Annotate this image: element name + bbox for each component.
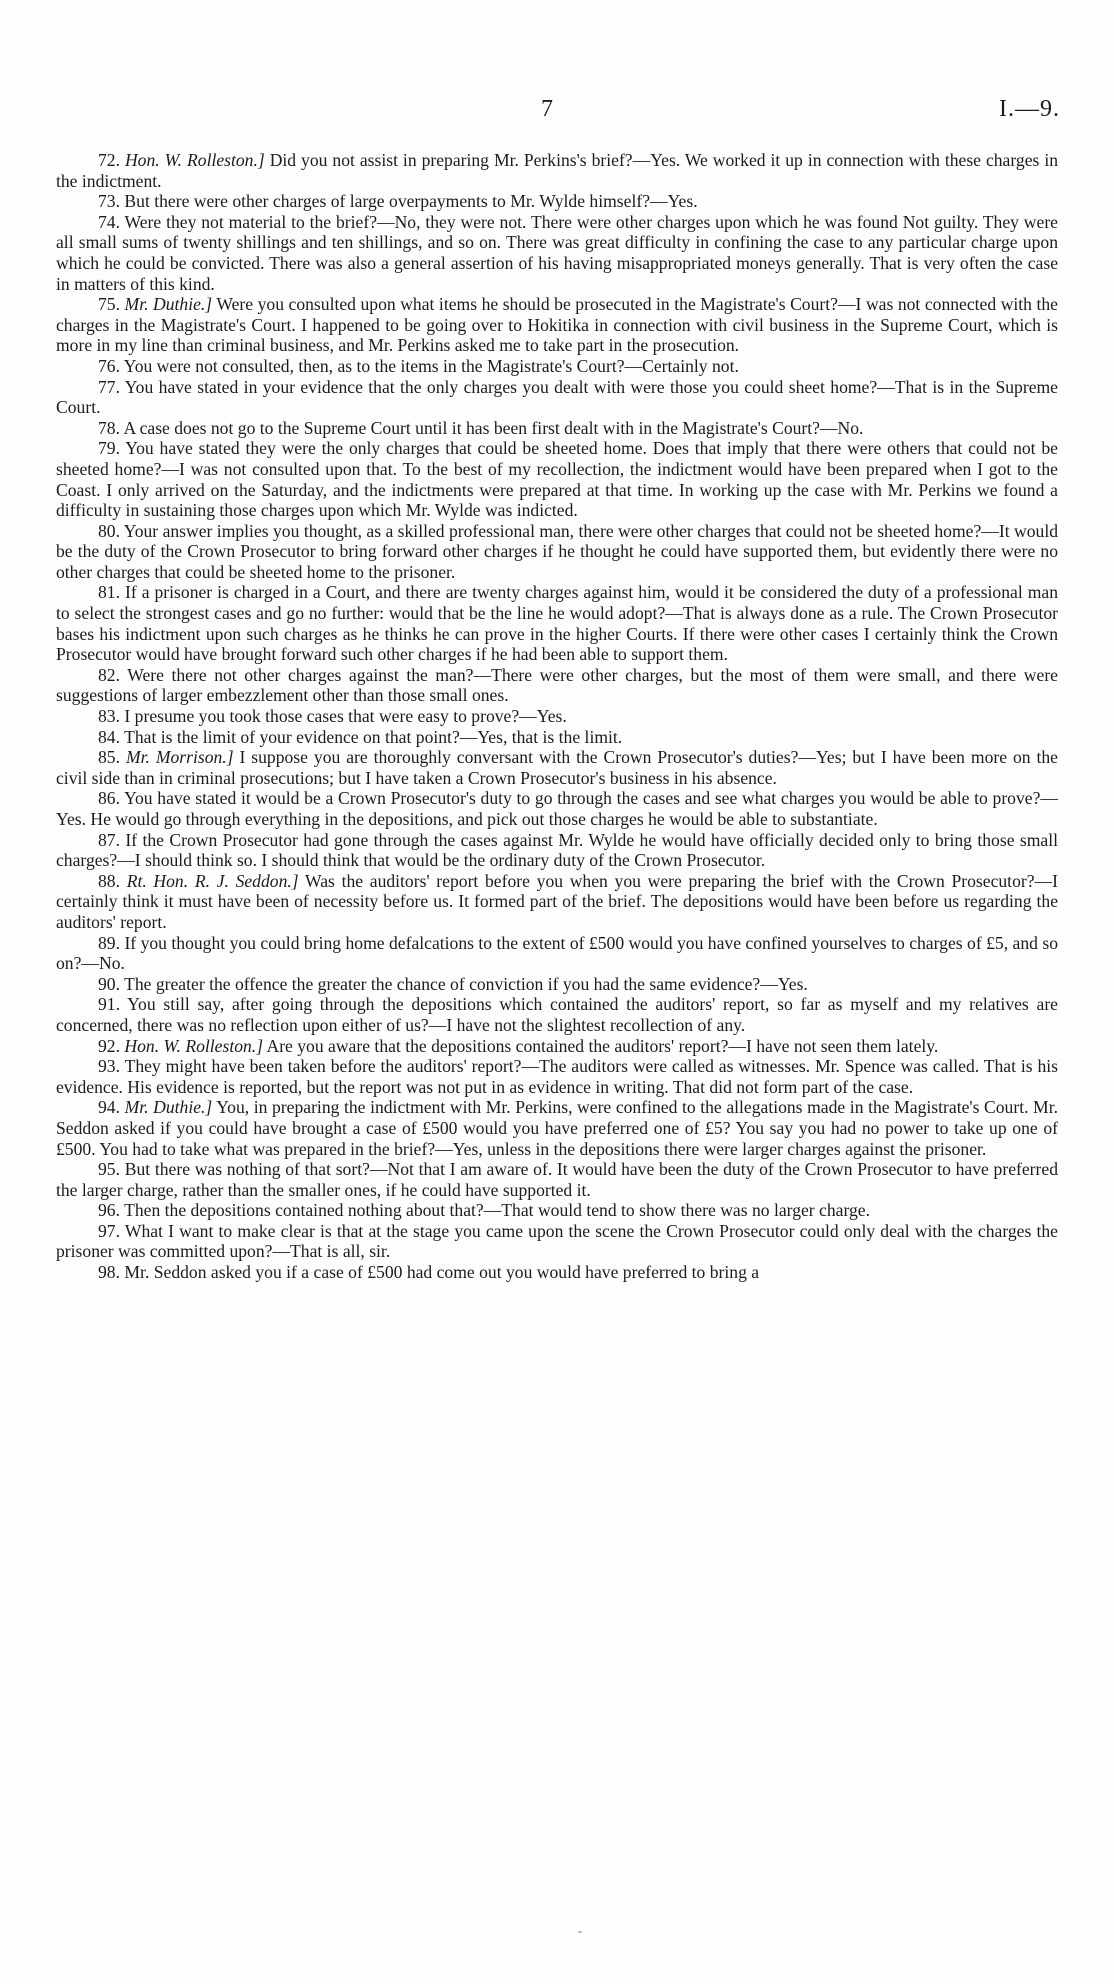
paragraph-text: You still say, after going through the depositions which contained the auditors' report, so far as myself and my relatives are concerned, there was no reflection upon either of us?—I have not the slightest recollection of any. [56, 994, 1058, 1035]
qa-paragraph [56, 1056, 1058, 1097]
qa-paragraph [56, 521, 1058, 583]
qa-paragraph [56, 356, 1058, 377]
qa-paragraph [56, 933, 1058, 974]
qa-paragraph [56, 788, 1058, 829]
qa-paragraph [56, 871, 1058, 933]
paragraph-text: Your answer implies you thought, as a skilled professional man, there were other charges that could not be sheeted home?—It would be the duty of the Crown Prosecutor to bring forward other charges if he thought he could have supported them, but evidently there were no other charges that could be sheeted home to the prisoner. [56, 520, 1058, 582]
speaker-name: Hon. W. Rolleston.] [124, 1035, 264, 1056]
question-number: 79. [98, 438, 120, 459]
qa-paragraph [56, 727, 1058, 748]
paragraph-text: What I want to make clear is that at the stage you came upon the scene the Crown Prosecutor could only deal with the charges the prisoner was committed upon?—That is all, sir. [56, 1220, 1058, 1262]
paragraph-text: You have stated they were the only charges that could be sheeted home. Does that imply that there were others that could not be sheeted home?—I was not consulted upon that. To the best of my recollection, the indictment would have been prepared when I got to the Coast. I only arrived on the Saturday, and the indictments were prepared at that time. In working up the case with Mr. Perkins we found a difficulty in sustaining those charges upon which Mr. Wylde was indicted. [56, 438, 1058, 521]
paragraph-text: Did you not assist in preparing Mr. Perkins's brief?—Yes. We worked it up in connection with these charges in the indictment. [56, 150, 1059, 191]
question-number: 90. [98, 973, 120, 994]
paragraph-text: Were you consulted upon what items he should be prosecuted in the Magistrate's Court?—I was not connected with the charges in the Magistrate's Court. I happened to be going over to Hokitika in connection with civil business in the Supreme Court, which is more in my line than criminal business, and Mr. Perkins asked me to take part in the prosecution. [56, 294, 1058, 356]
question-number: 88. [98, 870, 120, 891]
qa-paragraph [56, 1036, 1058, 1057]
qa-paragraph [56, 1200, 1058, 1221]
paragraph-text: They might have been taken before the auditors' report?—The auditors were called as witnesses. Mr. Spence was called. That is his evidence. His evidence is reported, but the report was not put in as evidence in writing. That did not form part of the case. [56, 1056, 1058, 1097]
question-number: 75. [98, 294, 120, 315]
paragraph-text: But there was nothing of that sort?—Not that I am aware of. It would have been the duty of the Crown Prosecutor to have preferred the larger charge, rather than the smaller ones, if he could have supported it. [56, 1159, 1058, 1200]
question-number: 91. [98, 994, 120, 1015]
question-number: 84. [98, 726, 120, 747]
speaker-name: Mr. Duthie.] [124, 1097, 213, 1118]
paragraph-text: You were not consulted, then, as to the items in the Magistrate's Court?—Certainly not. [123, 355, 739, 376]
question-number: 83. [98, 706, 120, 727]
qa-paragraph [56, 438, 1058, 520]
paragraph-text: I presume you took those cases that were easy to prove?—Yes. [124, 706, 567, 727]
qa-paragraph [56, 1159, 1058, 1200]
qa-paragraph [56, 150, 1058, 191]
qa-paragraph [56, 747, 1058, 788]
paragraph-text: But there were other charges of large overpayments to Mr. Wylde himself?—Yes. [124, 191, 698, 212]
question-number: 98. [98, 1262, 120, 1283]
paragraph-text: That is the limit of your evidence on that point?—Yes, that is the limit. [124, 726, 623, 747]
qa-paragraph [56, 582, 1058, 664]
question-number: 92. [98, 1035, 120, 1056]
question-number: 86. [98, 788, 120, 809]
question-number: 94. [98, 1097, 120, 1118]
question-number: 74. [98, 211, 120, 232]
print-mark: - [578, 1924, 582, 1938]
qa-paragraph [56, 294, 1058, 356]
question-number: 76. [98, 355, 120, 376]
question-number: 73. [98, 191, 120, 212]
paragraph-text: Then the depositions contained nothing about that?—That would tend to show there was no larger charge. [124, 1200, 871, 1221]
qa-paragraph [56, 994, 1058, 1035]
qa-paragraph [56, 191, 1058, 212]
question-number: 72. [98, 150, 120, 170]
question-number: 89. [98, 932, 120, 953]
paragraph-text: The greater the offence the greater the chance of conviction if you had the same evidence?—Yes. [124, 973, 808, 994]
speaker-name: Mr. Duthie.] [124, 294, 213, 315]
paragraph-text: Were they not material to the brief?—No, they were not. There were other charges upon which he was found Not guilty. They were all small sums of twenty shillings and ten shillings, and so on. There was great difficulty in confining the case to any particular charge upon which he could be convicted. There was also a general assertion of his having misappropriated moneys generally. That is very often the case in matters of this kind. [56, 211, 1058, 294]
paragraph-text: You have stated it would be a Crown Prosecutor's duty to go through the cases and see what charges you would be able to prove?—Yes. He would go through everything in the depositions, and pick out those charges he would be able to substantiate. [56, 788, 1058, 829]
question-number: 77. [98, 376, 120, 397]
qa-paragraph [56, 377, 1058, 418]
question-number: 93. [98, 1056, 120, 1077]
document-body [56, 150, 1058, 1283]
paragraph-text: Mr. Seddon asked you if a case of £500 had come out you would have preferred to bring a [124, 1262, 760, 1283]
question-number: 81. [98, 582, 120, 603]
paragraph-text: Were there not other charges against the man?—There were other charges, but the most of them were small, and there were suggestions of larger embezzlement other than those small ones. [56, 664, 1058, 706]
qa-paragraph [56, 974, 1058, 995]
document-reference: I.—9. [999, 96, 1060, 122]
paragraph-text: You, in preparing the indictment with Mr. Perkins, were confined to the allegations made in the Magistrate's Court. Mr. Seddon asked if you could have brought a case of £500 would you have preferred one of £5? You say you had no power to take up one of £500. You had to take what was prepared in the brief?—Yes, unless in the depositions there were larger charges against the prisoner. [56, 1097, 1058, 1159]
question-number: 80. [98, 520, 120, 541]
qa-paragraph [56, 1221, 1058, 1262]
qa-paragraph [56, 418, 1058, 439]
paragraph-text: A case does not go to the Supreme Court until it has been first dealt with in the Magistrate's Court?—No. [123, 417, 864, 438]
paragraph-text: Was the auditors' report before you when you were preparing the brief with the Crown Prosecutor?—I certainly think it must have been of necessity before us. It formed part of the brief. The depositions would have been before us regarding the auditors' report. [56, 870, 1058, 932]
question-number: 85. [98, 747, 120, 768]
qa-paragraph [56, 212, 1058, 294]
question-number: 82. [98, 664, 120, 685]
speaker-name: Mr. Morrison.] [125, 747, 234, 768]
question-number: 96. [98, 1200, 120, 1221]
paragraph-text: If the Crown Prosecutor had gone through the cases against Mr. Wylde he would have officially decided only to bring those small charges?—I should think so. I should think that would be the ordinary duty of the Crown Prosecutor. [56, 829, 1058, 871]
paragraph-text: Are you aware that the depositions contained the auditors' report?—I have not seen them lately. [266, 1035, 939, 1056]
speaker-name: Hon. W. Rolleston.] [124, 150, 265, 170]
page-header [0, 96, 1114, 126]
paragraph-text: I suppose you are thoroughly conversant with the Crown Prosecutor's duties?—Yes; but I have been more on the civil side than in criminal prosecutions; but I have taken a Crown Prosecutor's business in his absence. [56, 747, 1058, 788]
question-number: 97. [98, 1220, 120, 1241]
question-number: 87. [98, 829, 120, 850]
speaker-name: Rt. Hon. R. J. Seddon.] [126, 870, 299, 891]
paragraph-text: If a prisoner is charged in a Court, and there are twenty charges against him, would it be considered the duty of a professional man to select the strongest cases and go no further: would that be the line he would adopt?—That is always done as a rule. The Crown Prosecutor bases his indictment upon such charges as he thinks he can prove in the higher Courts. If there were other cases I certainly think the Crown Prosecutor would have brought forward such other charges if he had been able to support them. [56, 582, 1058, 665]
paragraph-text: You have stated in your evidence that the only charges you dealt with were those you could sheet home?—That is in the Supreme Court. [56, 376, 1058, 418]
question-number: 95. [98, 1159, 120, 1180]
page-number: 7 [541, 96, 553, 122]
qa-paragraph [56, 830, 1058, 871]
paragraph-text: If you thought you could bring home defalcations to the extent of £500 would you have confined yourselves to charges of £5, and so on?—No. [56, 932, 1058, 974]
qa-paragraph [56, 1097, 1058, 1159]
qa-paragraph [56, 665, 1058, 706]
qa-paragraph [56, 706, 1058, 727]
qa-paragraph [56, 1262, 1058, 1283]
question-number: 78. [98, 417, 120, 438]
